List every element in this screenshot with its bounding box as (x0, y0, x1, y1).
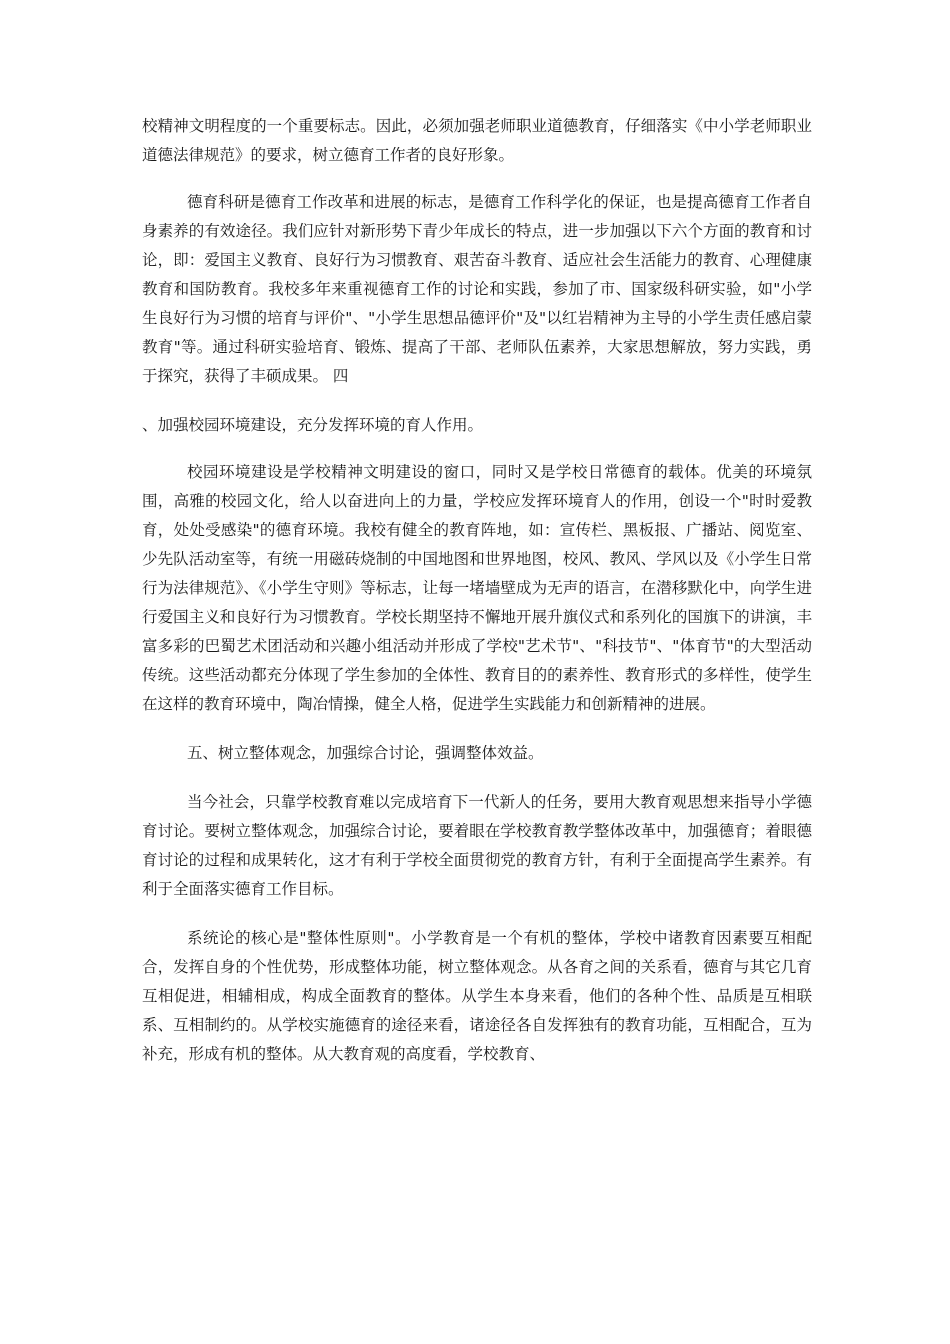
section-heading-five: 五、树立整体观念，加强综合讨论，强调整体效益。 (186, 744, 544, 762)
paragraph-moral-research: 德育科研是德育工作改革和进展的标志，是德育工作科学化的保证，也是提高德育工作者自身素养的有效途径。我们应针对新形势下青少年成长的特点，进一步加强以下六个方面的教育和讨论，即：爱国主义教育、良好行为习惯教育、艰苦奋斗教育、适应社会生活能力的教育、心理健康教育和国防教育。我校多年来重视德育工作的讨论和实践，参加了市、国家级科研实验，如"小学生良好行为习惯的培育与评价"、"小学生思想品德评价"及"以红岩精神为主导的小学生责任感启蒙教育"等。通过科研实验培育、锻炼、提高了干部、老师队伍素养，大家思想解放，努力实践，勇于探究，获得了丰硕成果。 四 (142, 193, 812, 385)
paragraph-current-society: 当今社会，只靠学校教育难以完成培育下一代新人的任务，要用大教育观思想来指导小学德育讨论。要树立整体观念，加强综合讨论，要着眼在学校教育教学整体改革中，加强德育；着眼德育讨论的过程和成果转化，这才有利于学校全面贯彻党的教育方针，有利于全面提高学生素养。有利于全面落实德育工作目标。 (142, 793, 812, 898)
paragraph-campus-environment: 校园环境建设是学校精神文明建设的窗口，同时又是学校日常德育的载体。优美的环境氛围，高雅的校园文化，给人以奋进向上的力量，学校应发挥环境育人的作用，创设一个"时时爱教育，处处受感染"的德育环境。我校有健全的教育阵地，如：宣传栏、黑板报、广播站、阅览室、少先队活动室等，有统一用磁砖烧制的中国地图和世界地图，校风、教风、学风以及《小学生日常行为法律规范》、《小学生守则》等标志，让每一堵墙壁成为无声的语言，在潜移默化中，向学生进行爱国主义和良好行为习惯教育。学校长期坚持不懈地开展升旗仪式和系列化的国旗下的讲演，丰富多彩的巴蜀艺术团活动和兴趣小组活动并形成了学校"艺术节"、"科技节"、"体育节"的大型活动传统。这些活动都充分体现了学生参加的全体性、教育目的的素养性、教育形式的多样性，使学生在这样的教育环境中，陶冶情操，健全人格，促进学生实践能力和创新精神的进展。 (142, 463, 812, 713)
paragraph-systems-theory: 系统论的核心是"整体性原则"。小学教育是一个有机的整体，学校中诸教育因素要互相配合，发挥自身的个性优势，形成整体功能，树立整体观念。从各育之间的关系看，德育与其它几育互相促进，相辅相成，构成全面教育的整体。从学生本身来看，他们的各种个性、品质是互相联系、互相制约的。从学校实施德育的途径来看，诸途径各自发挥独有的教育功能，互相配合，互为补充，形成有机的整体。从大教育观的高度看，学校教育、 (142, 929, 812, 1063)
document-page (142, 112, 812, 1089)
section-heading-four: 、加强校园环境建设，充分发挥环境的育人作用。 (142, 416, 484, 434)
paragraph-continuation: 校精神文明程度的一个重要标志。因此，必须加强老师职业道德教育，仔细落实《中小学老师职业道德法律规范》的要求，树立德育工作者的良好形象。 (142, 117, 812, 164)
